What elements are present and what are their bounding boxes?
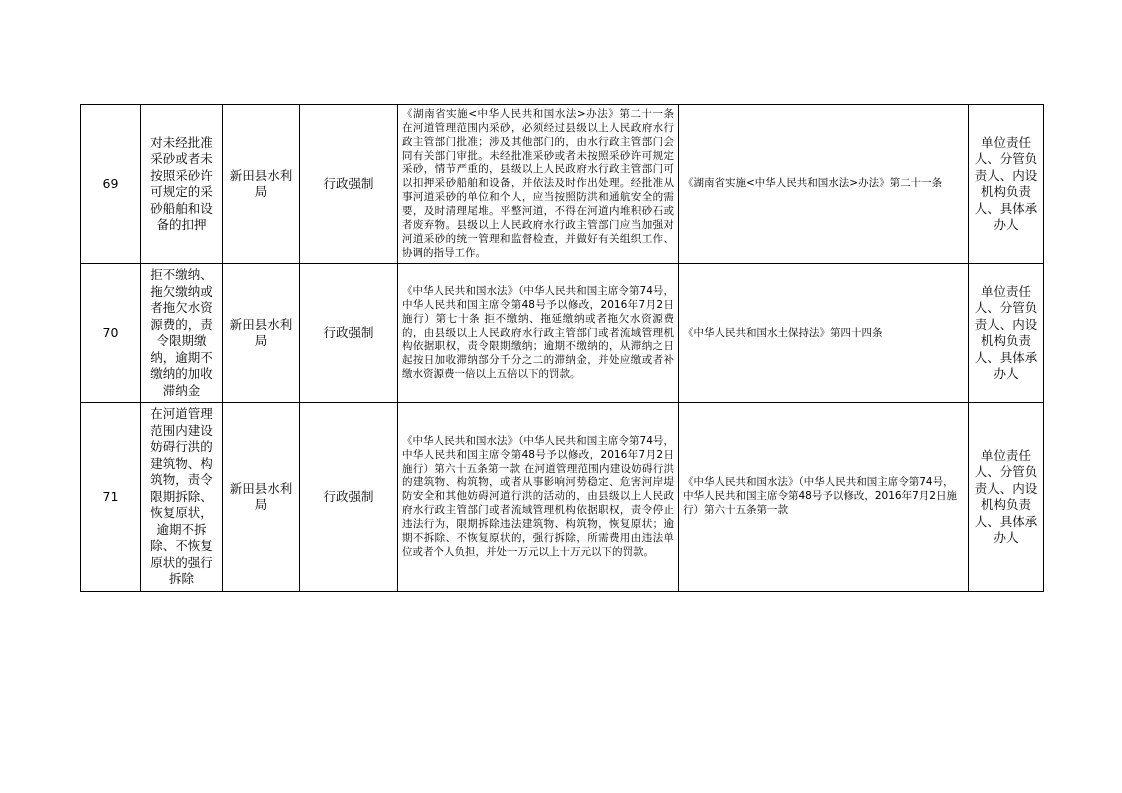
cell-item-name: 对未经批准采砂或者未按照采砂许可规定的采砂船舶和设备的扣押 [141,105,223,264]
table-row [81,264,1044,403]
cell-implementing-agency: 新田县水利局 [223,264,300,403]
cell-power-type: 行政强制 [300,403,398,592]
cell-power-type: 行政强制 [300,105,398,264]
cell-item-name: 在河道管理范围内建设妨碍行洪的建筑物、构筑物，责令限期拆除、恢复原状，逾期不拆除、不恢复原状的强行拆除 [141,403,223,592]
cell-serial-number: 70 [81,264,141,403]
cell-serial-number: 69 [81,105,141,264]
cell-accountability-basis: 《中华人民共和国水法》（中华人民共和国主席令第74号，中华人民共和国主席令第48号予以修改，2016年7月2日施行）第六十五条第一款 [679,403,969,592]
cell-item-name: 拒不缴纳、拖欠缴纳或者拖欠水资源费的，责令限期缴纳，逾期不缴纳的加收滞纳金 [141,264,223,403]
cell-implementing-agency: 新田县水利局 [223,403,300,592]
cell-legal-basis: 《湖南省实施<中华人民共和国水法>办法》第二十一条 在河道管理范围内采砂，必须经过县级以上人民政府水行政主管部门批准；涉及其他部门的，由水行政主管部门会同有关部门审批。未经批准采砂或者未按照采砂许可规定采砂，情节严重的，县级以上人民政府水行政主管部门可以扣押采砂船舶和设备，并依法及时作出处理。经批准从事河道采砂的单位和个人，应当按照防洪和通航安全的需要，及时清理尾堆。平整河道，不得在河道内堆积砂石或者废弃物。县级以上人民政府水行政主管部门应当加强对河道采砂的统一管理和监督检查，并做好有关组织工作、协调的指导工作。 [398,105,679,264]
cell-responsible-person: 单位责任人、分管负责人、内设机构负责人、具体承办人 [969,403,1044,592]
cell-implementing-agency: 新田县水利局 [223,105,300,264]
cell-responsible-person: 单位责任人、分管负责人、内设机构负责人、具体承办人 [969,105,1044,264]
cell-power-type: 行政强制 [300,264,398,403]
cell-responsible-person: 单位责任人、分管负责人、内设机构负责人、具体承办人 [969,264,1044,403]
table-row [81,403,1044,592]
cell-accountability-basis: 《湖南省实施<中华人民共和国水法>办法》第二十一条 [679,105,969,264]
power-list-table [80,104,1044,592]
cell-accountability-basis: 《中华人民共和国水土保持法》第四十四条 [679,264,969,403]
table-row [81,105,1044,264]
cell-serial-number: 71 [81,403,141,592]
cell-legal-basis: 《中华人民共和国水法》（中华人民共和国主席令第74号，中华人民共和国主席令第48号予以修改，2016年7月2日施行）第七十条 拒不缴纳、拖延缴纳或者拖欠水资源费的，由县级以上人民政府水行政主管部门或者流域管理机构依据职权，责令限期缴纳；逾期不缴纳的，从滞纳之日起按日加收滞纳部分千分之二的滞纳金，并处应缴或者补缴水资源费一倍以上五倍以下的罚款。 [398,264,679,403]
cell-legal-basis: 《中华人民共和国水法》（中华人民共和国主席令第74号，中华人民共和国主席令第48号予以修改，2016年7月2日施行）第六十五条第一款 在河道管理范围内建设妨碍行洪的建筑物、构筑物，或者从事影响河势稳定、危害河岸堤防安全和其他妨碍河道行洪的活动的，由县级以上人民政府水行政主管部门或者流域管理机构依据职权，责令停止违法行为，限期拆除违法建筑物、构筑物，恢复原状；逾期不拆除、不恢复原状的，强行拆除，所需费用由违法单位或者个人负担，并处一万元以上十万元以下的罚款。 [398,403,679,592]
